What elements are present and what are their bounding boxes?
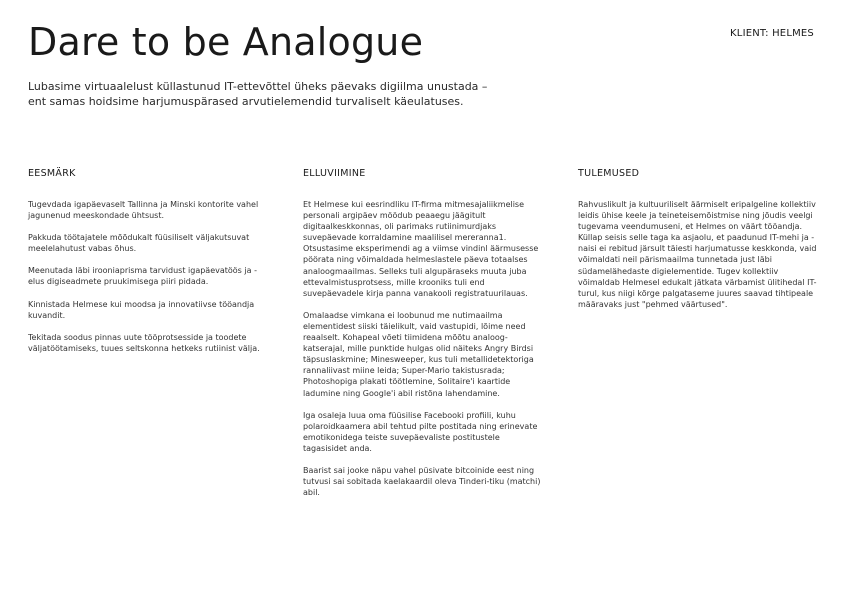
column-heading: ELLUVIIMINE xyxy=(303,168,366,179)
column-paragraph: Omalaadse vimkana ei loobunud me nutimaailma elementidest siiski täielikult, vaid vastupidi, lõime need reaalselt. Kohapeal võeti tiimidena mõõtu analoog-katserajal, mille punktide hulgas olid näiteks Angry Birdsi täpsuslaskmine; Minesweeper, kus tuli metallidetektoriga rannaliivast miine leida; Super-Mario takistusrada; Photoshopiga plakati töötlemine, Solitaire'i kaartide ladumine ning Google'i abil ristõna lahendamine. xyxy=(303,310,534,398)
client-label: KLIENT: HELMES xyxy=(730,28,814,39)
column-paragraph: Tekitada soodus pinnas uute tööprotsesside ja toodete väljatöötamiseks, tuues seltskonna hetkeks rutiinist välja. xyxy=(28,332,260,353)
page-title: Dare to be Analogue xyxy=(28,20,424,64)
intro-line: Lubasime virtuaalelust küllastunud IT-ettevõttel üheks päevaks digiilma unustada – xyxy=(28,80,488,93)
column-paragraph: Tugevdada igapäevaselt Tallinna ja Minski kontorite vahel jagunenud meeskondade ühtsust. xyxy=(28,200,259,221)
column-heading: EESMÄRK xyxy=(28,168,76,179)
column-paragraph: Pakkuda töötajatele mõõdukalt füüsiliselt väljakutsuvat meelelahutust vabas õhus. xyxy=(28,233,250,254)
column-execution xyxy=(303,168,543,509)
column-paragraph: Meenutada läbi irooniaprisma tarvidust igapäevatöös ja -elus digiseadmete pruukimisega piiri pidada. xyxy=(28,266,257,287)
column-goals xyxy=(28,168,268,365)
column-heading: TULEMUSED xyxy=(578,168,640,179)
column-paragraph: Rahvuslikult ja kultuuriliselt äärmiselt eripalgeline kollektiiv leidis ühise keele ja teineteisemõistmise ning jõudis veelgi tugevama veendumuseni, et Helmes on väärt tööandja. Küllap seisis selle taga ka asjaolu, et paadunud IT-mehi ja -naisi ei rebitud järsult täiesti harjumatusse keskkonda, vaid võimaldati neil pärismaailma tunnetada just läbi südamelähedaste digielementide. Tugev kollektiiv võimaldab Helmesel edukalt jätkata värbamist ülitihedal IT-turul, kus niigi kõrge palgataseme juures saavad tihtipeale määravaks just "pehmed väärtused". xyxy=(578,200,817,309)
column-results xyxy=(578,168,818,321)
intro-line: ent samas hoidsime harjumuspärased arvutielemendid turvaliselt käeulatuses. xyxy=(28,94,464,108)
intro-text xyxy=(28,80,548,109)
column-paragraph: Iga osaleja luua oma füüsilise Facebooki profiili, kuhu polaroidkaamera abil tehtud pilte postitada ning erinevate emotikonidega teiste suvepäevaliste postitustele tagasisidet anda. xyxy=(303,410,538,453)
column-paragraph: Kinnistada Helmese kui moodsa ja innovatiivse tööandja kuvandit. xyxy=(28,299,255,320)
column-paragraph: Baarist sai jooke näpu vahel püsivate bitcoinide eest ning tutvusi sai sobitada kaelakaardil oleva Tinderi-tiku (matchi) abil. xyxy=(303,465,541,498)
column-paragraph: Et Helmese kui eesrindliku IT-firma mitmesajaliikmelise personali argipäev möödub peaaegu jäägitult digitaalkeskkonnas, oli parimaks rutiinimurdjaks suvepäevade korraldamine maalilisel mereranna1. Otsustasime eksperimendi ag a viimse vindinl äärmusesse pöörata ning võimaldada helmeslastele päeva totaalses analoogmaailmas. Selleks tuli algupäraseks muuta juba ettevalmistusprotsess, mille krooniks tuli end suvepäevadele kirja panna vanakooli registratuurilauas. xyxy=(303,200,539,298)
